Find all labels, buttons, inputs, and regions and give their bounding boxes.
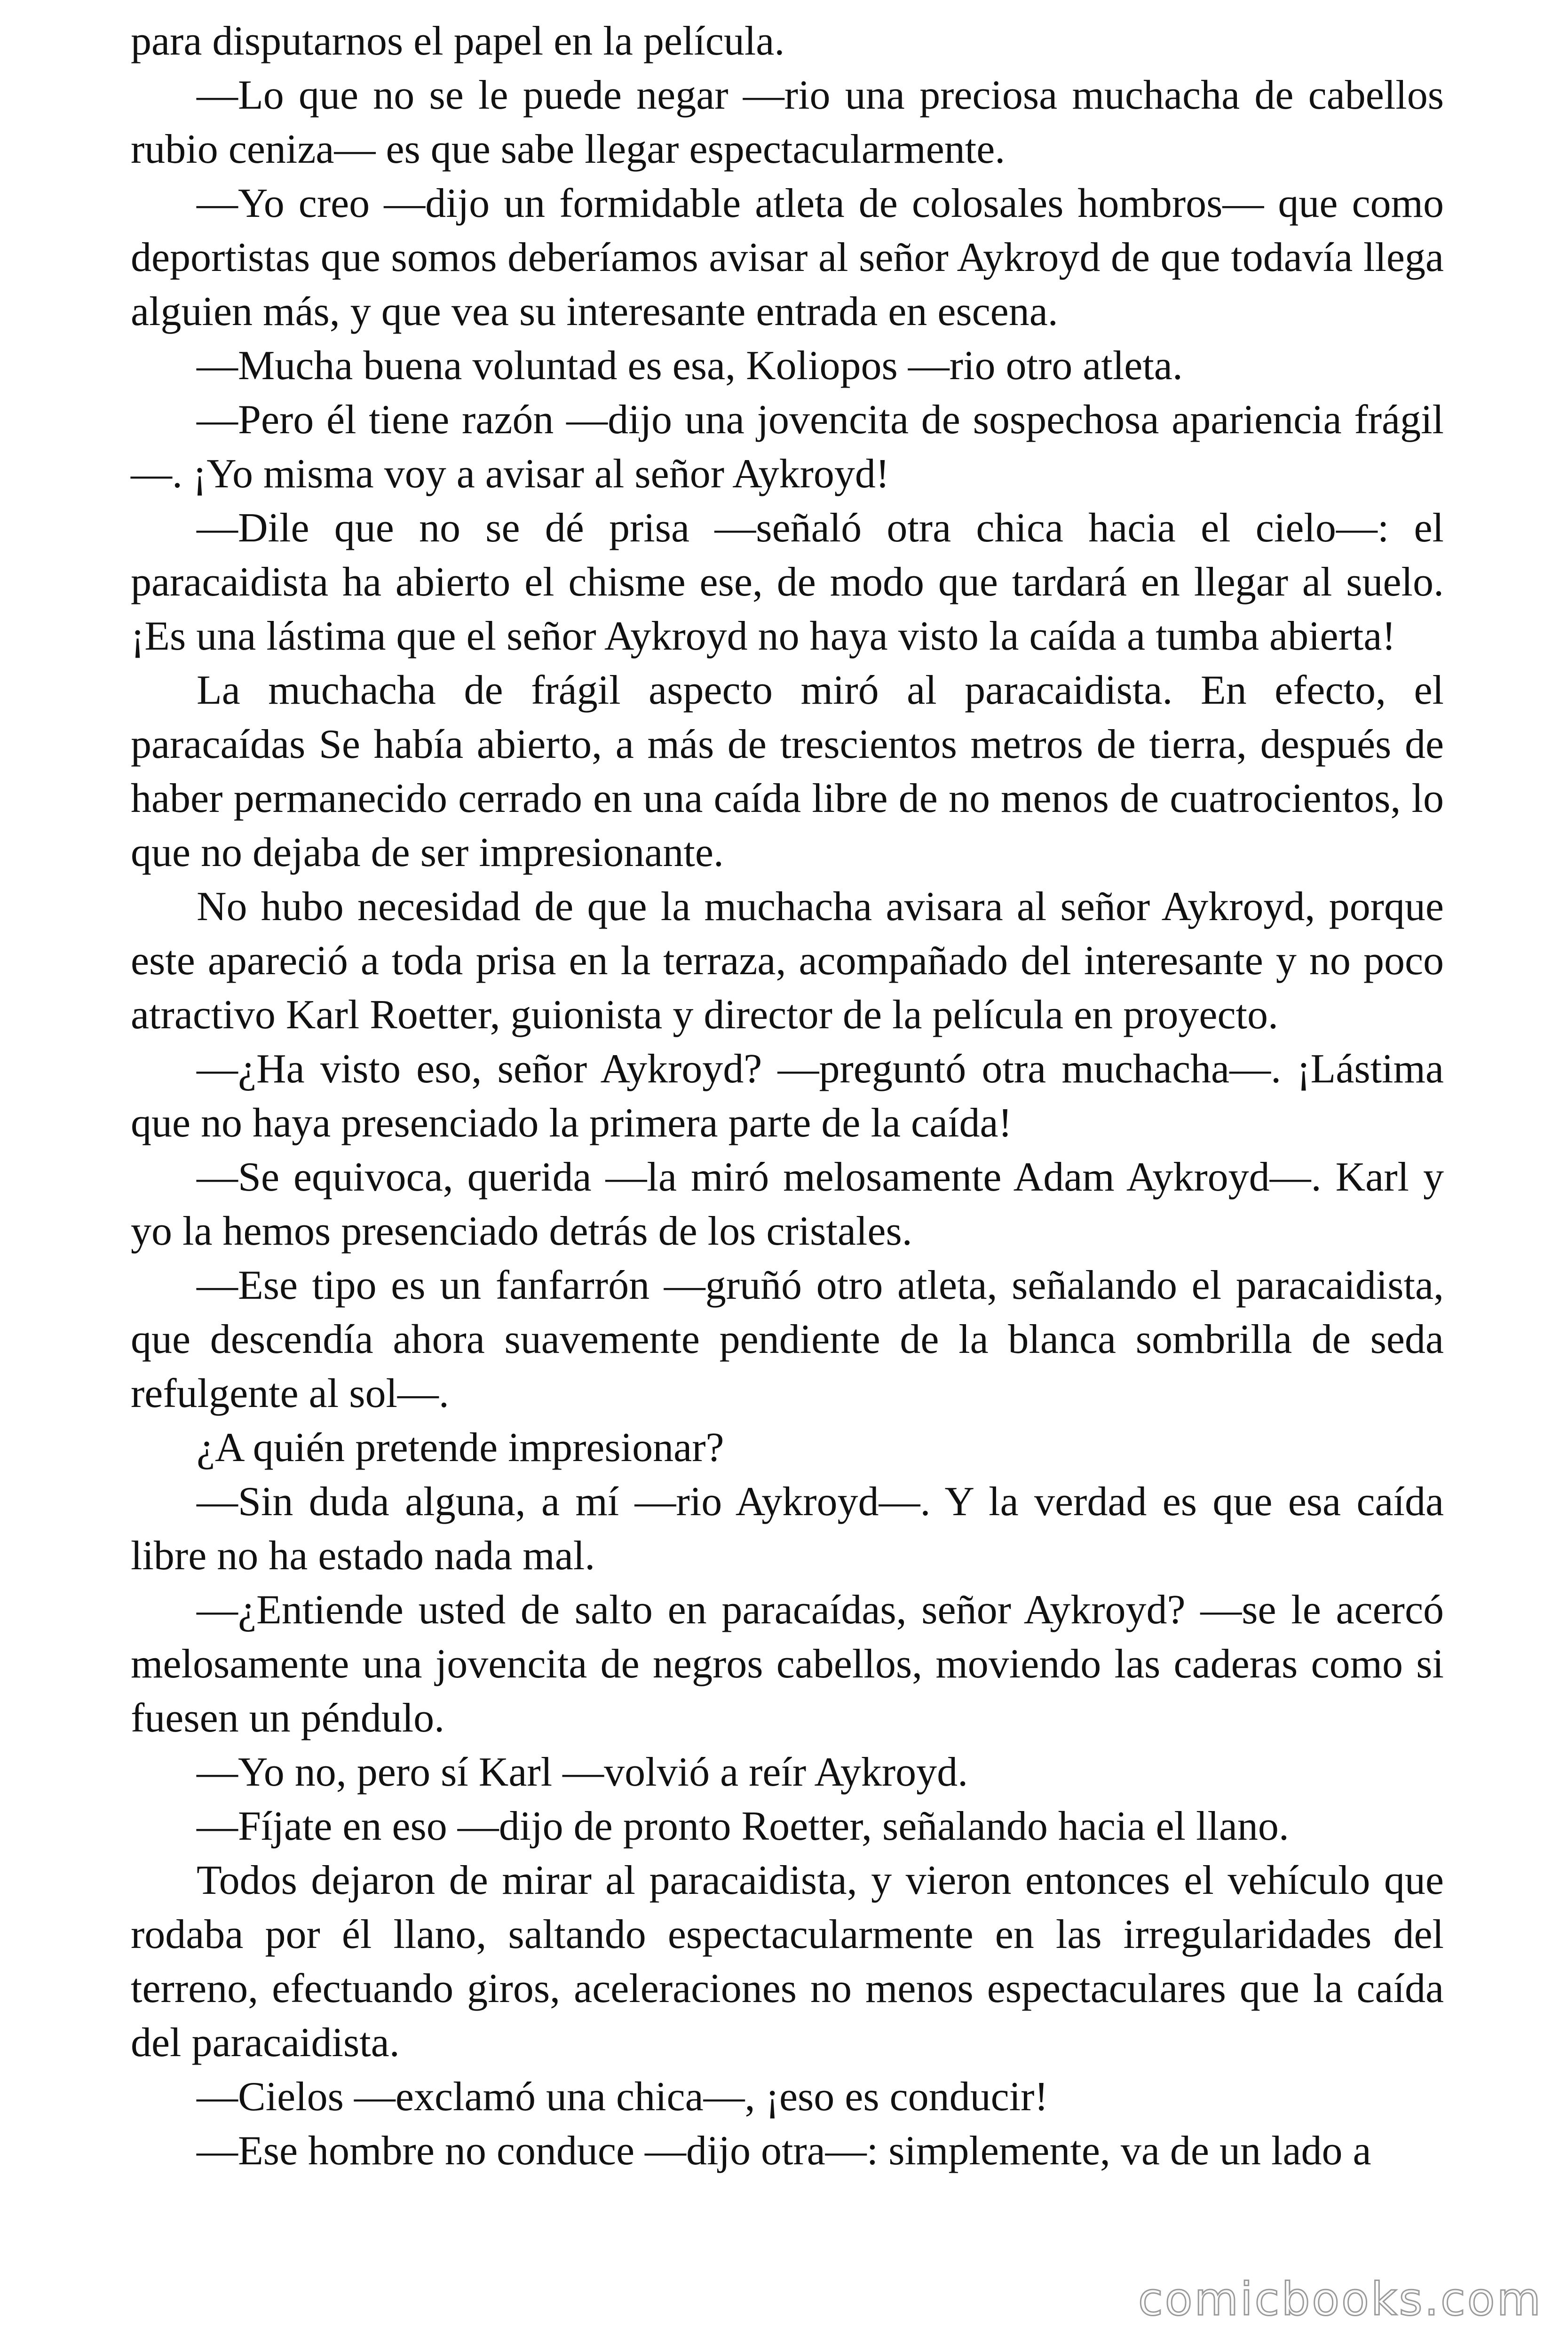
paragraph: —Yo creo —dijo un formidable atleta de colosales hombros— que como deportistas que somos deberíamos avisar al señor Aykroyd de que todavía llega alguien más, y que vea su interesante entrada en escena. (131, 181, 1444, 334)
paragraph: —Lo que no se le puede negar —rio una preciosa muchacha de cabellos rubio ceniza— es que sabe llegar espectacularmente. (131, 72, 1444, 172)
paragraph: La muchacha de frágil aspecto miró al paracaidista. En efecto, el paracaídas Se había abierto, a más de trescientos metros de tierra, después de haber permanecido cerrado en una caída libre de no menos de cuatrocientos, lo que no dejaba de ser impresionante. (131, 667, 1444, 875)
paragraph: —Mucha buena voluntad es esa, Koliopos —rio otro atleta. (197, 343, 1183, 389)
paragraph: —¿Ha visto eso, señor Aykroyd? —preguntó otra muchacha—. ¡Lástima que no haya presenciado la primera parte de la caída! (131, 1046, 1444, 1146)
paragraph: ¿A quién pretende impresionar? (197, 1425, 724, 1470)
paragraph: —Ese hombre no conduce —dijo otra—: simplemente, va de un lado a (197, 2128, 1371, 2174)
paragraph: —Cielos —exclamó una chica—, ¡eso es conducir! (197, 2074, 1048, 2120)
paragraph: —Yo no, pero sí Karl —volvió a reír Aykroyd. (197, 1749, 968, 1795)
paragraph: —Pero él tiene razón —dijo una jovencita de sospechosa apariencia frágil—. ¡Yo misma voy a avisar al señor Aykroyd! (131, 397, 1444, 497)
book-page-text (131, 14, 1444, 2178)
paragraph: —¿Entiende usted de salto en paracaídas, señor Aykroyd? —se le acercó melosamente una jovencita de negros cabellos, moviendo las caderas como si fuesen un péndulo. (131, 1587, 1444, 1741)
paragraph: —Dile que no se dé prisa —señaló otra chica hacia el cielo—: el paracaidista ha abierto el chisme ese, de modo que tardará en llegar al suelo. ¡Es una lástima que el señor Aykroyd no haya visto la caída a tumba abierta! (131, 505, 1444, 659)
watermark: comicbooks.com (1138, 2273, 1543, 2326)
paragraph-continuation: para disputarnos el papel en la película. (131, 18, 785, 64)
paragraph: Todos dejaron de mirar al paracaidista, y vieron entonces el vehículo que rodaba por él llano, saltando espectacularmente en las irregularidades del terreno, efectuando giros, aceleraciones no menos espectaculares que la caída del paracaidista. (131, 1858, 1444, 2066)
paragraph: —Ese tipo es un fanfarrón —gruñó otro atleta, señalando el paracaidista, que descendía ahora suavemente pendiente de la blanca sombrilla de seda refulgente al sol—. (131, 1263, 1444, 1416)
paragraph: —Sin duda alguna, a mí —rio Aykroyd—. Y la verdad es que esa caída libre no ha estado nada mal. (131, 1479, 1444, 1579)
paragraph: —Fíjate en eso —dijo de pronto Roetter, señalando hacia el llano. (197, 1804, 1289, 1849)
paragraph: —Se equivoca, querida —la miró melosamente Adam Aykroyd—. Karl y yo la hemos presenciado detrás de los cristales. (131, 1154, 1444, 1254)
paragraph: No hubo necesidad de que la muchacha avisara al señor Aykroyd, porque este apareció a toda prisa en la terraza, acompañado del interesante y no poco atractivo Karl Roetter, guionista y director de la película en proyecto. (131, 884, 1444, 1038)
